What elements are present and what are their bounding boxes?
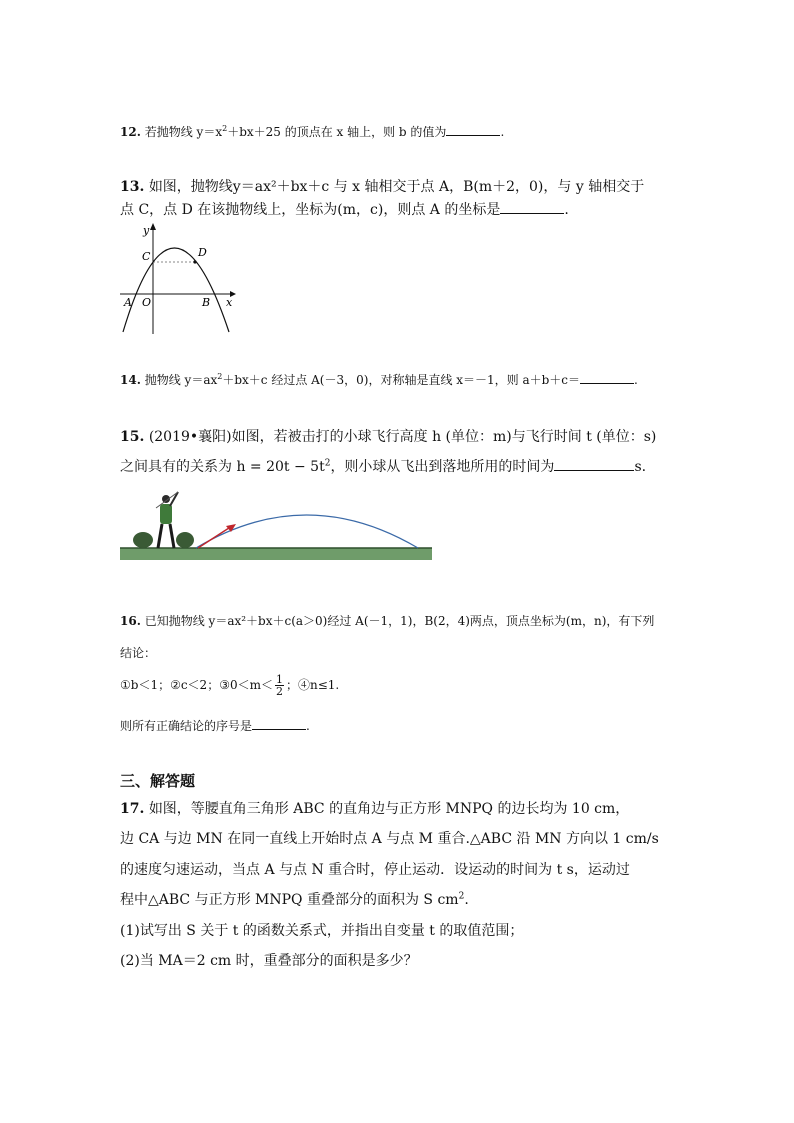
q15-number: 15. [120, 429, 145, 445]
q17-line3: 的速度匀速运动，当点 A 与点 N 重合时，停止运动．设运动的时间为 t s，运动过 [120, 862, 630, 878]
q17-part2: (2)当 MA＝2 cm 时，重叠部分的面积是多少？ [120, 953, 418, 969]
q12-text-a: 若抛物线 y＝x [144, 125, 223, 139]
question-16-conclusions [120, 674, 339, 697]
question-13-line1 [120, 176, 644, 196]
velocity-arrow [198, 526, 232, 548]
q13-line2: 点 C，点 D 在该抛物线上，坐标为(m，c)，则点 A 的坐标是 [120, 202, 501, 218]
ball-trajectory [196, 515, 418, 548]
q16-number: 16. [120, 614, 141, 628]
question-17-line4 [120, 889, 469, 909]
bush-right-icon [176, 532, 194, 548]
arrowhead-icon [226, 524, 236, 532]
q15-line2-a: 之间具有的关系为 h = 20t − 5t [120, 459, 325, 475]
q17-line2: 边 CA 与边 MN 在同一直线上开始时点 A 与点 M 重合.△ABC 沿 MN 方向以 1 cm/s [120, 831, 659, 847]
q14-number: 14. [120, 373, 141, 387]
question-17-part2 [120, 950, 418, 970]
label-b: B [202, 296, 211, 309]
q15-sup: 2 [324, 458, 331, 469]
question-16-line4 [120, 716, 310, 734]
q12-answer-blank[interactable] [446, 122, 500, 136]
ground-strip [120, 548, 432, 560]
q13-line1: 如图，抛物线y＝ax²＋bx＋c 与 x 轴相交于点 A，B(m＋2，0)，与 y 轴相交于 [148, 179, 645, 195]
question-15-line1 [120, 426, 656, 446]
q17-part1: (1)试写出 S 关于 t 的函数关系式，并指出自变量 t 的取值范围； [120, 923, 524, 939]
q16-answer-blank[interactable] [252, 716, 306, 730]
q14-text-b: ＋bx＋c 经过点 A(－3，0)，对称轴是直线 x＝－1，则 a＋b＋c＝ [222, 373, 581, 387]
q17-line1: 如图，等腰直角三角形 ABC 的直角边与正方形 MNPQ 的边长均为 10 cm， [148, 801, 630, 817]
q15-line2-b: ，则小球从飞出到落地所用的时间为 [330, 459, 555, 475]
one-half-fraction [275, 674, 284, 697]
label-d: D [198, 246, 207, 259]
question-16-line2 [120, 644, 156, 661]
q14-answer-blank[interactable] [580, 370, 634, 384]
q16-line4: 则所有正确结论的序号是 [120, 719, 253, 733]
question-15-line2 [120, 456, 646, 476]
q12-text-b: ＋bx＋25 的顶点在 x 轴上，则 b 的值为 [227, 125, 447, 139]
y-axis-arrow-icon [150, 223, 156, 230]
q12-end: . [500, 125, 505, 139]
q16-line1: 已知抛物线 y＝ax²＋bx＋c(a＞0)经过 A(－1，1)，B(2，4)两点，顶点坐标为(m，n)，有下列 [144, 614, 655, 628]
question-12 [120, 122, 504, 140]
q12-number: 12. [120, 125, 141, 139]
q16-end: . [306, 719, 310, 733]
question-17-part1 [120, 920, 523, 940]
question-17-line2 [120, 828, 659, 848]
point-d-dot [193, 260, 196, 263]
q15-unit: s. [634, 459, 647, 475]
label-o: O [142, 296, 152, 309]
q14-sup: 2 [217, 372, 223, 381]
q16-conclusions-b: ；④n≤1. [285, 678, 340, 692]
q16-line2: 结论： [120, 646, 157, 660]
q14-end: . [634, 373, 638, 387]
label-y: y [143, 224, 150, 237]
label-x: x [226, 296, 233, 309]
question-16-line1 [120, 612, 654, 629]
q15-line1: (2019•襄阳)如图，若被击打的小球飞行高度 h (单位：m)与飞行时间 t (单位：s) [148, 429, 657, 445]
golf-illustration [120, 488, 432, 564]
question-17-line1 [120, 798, 629, 818]
q17-sup: 2 [458, 891, 465, 902]
question-14 [120, 370, 638, 388]
question-13-line2 [120, 199, 569, 219]
parabola-graph [116, 222, 246, 338]
question-17-line3 [120, 859, 630, 879]
q13-number: 13. [120, 179, 145, 195]
q17-number: 17. [120, 801, 145, 817]
q15-answer-blank[interactable] [554, 457, 634, 471]
bush-left-icon [133, 532, 153, 548]
q14-text-a: 抛物线 y＝ax [144, 373, 218, 387]
q17-line4-b: . [464, 892, 469, 908]
frac-denominator: 2 [275, 685, 283, 698]
section-heading: 三、解答题 [120, 772, 196, 790]
label-a: A [124, 296, 132, 309]
q16-conclusions-a: ①b＜1；②c＜2；③0＜m＜ [120, 678, 273, 692]
q13-end: . [564, 202, 569, 218]
frac-numerator: 1 [275, 673, 283, 686]
golfer-icon [156, 492, 178, 548]
parabola-curve [123, 248, 229, 332]
q12-sup: 2 [222, 124, 228, 133]
q13-answer-blank[interactable] [500, 200, 564, 214]
q17-line4-a: 程中△ABC 与正方形 MNPQ 重叠部分的面积为 S cm [120, 892, 459, 908]
label-c: C [142, 250, 151, 263]
